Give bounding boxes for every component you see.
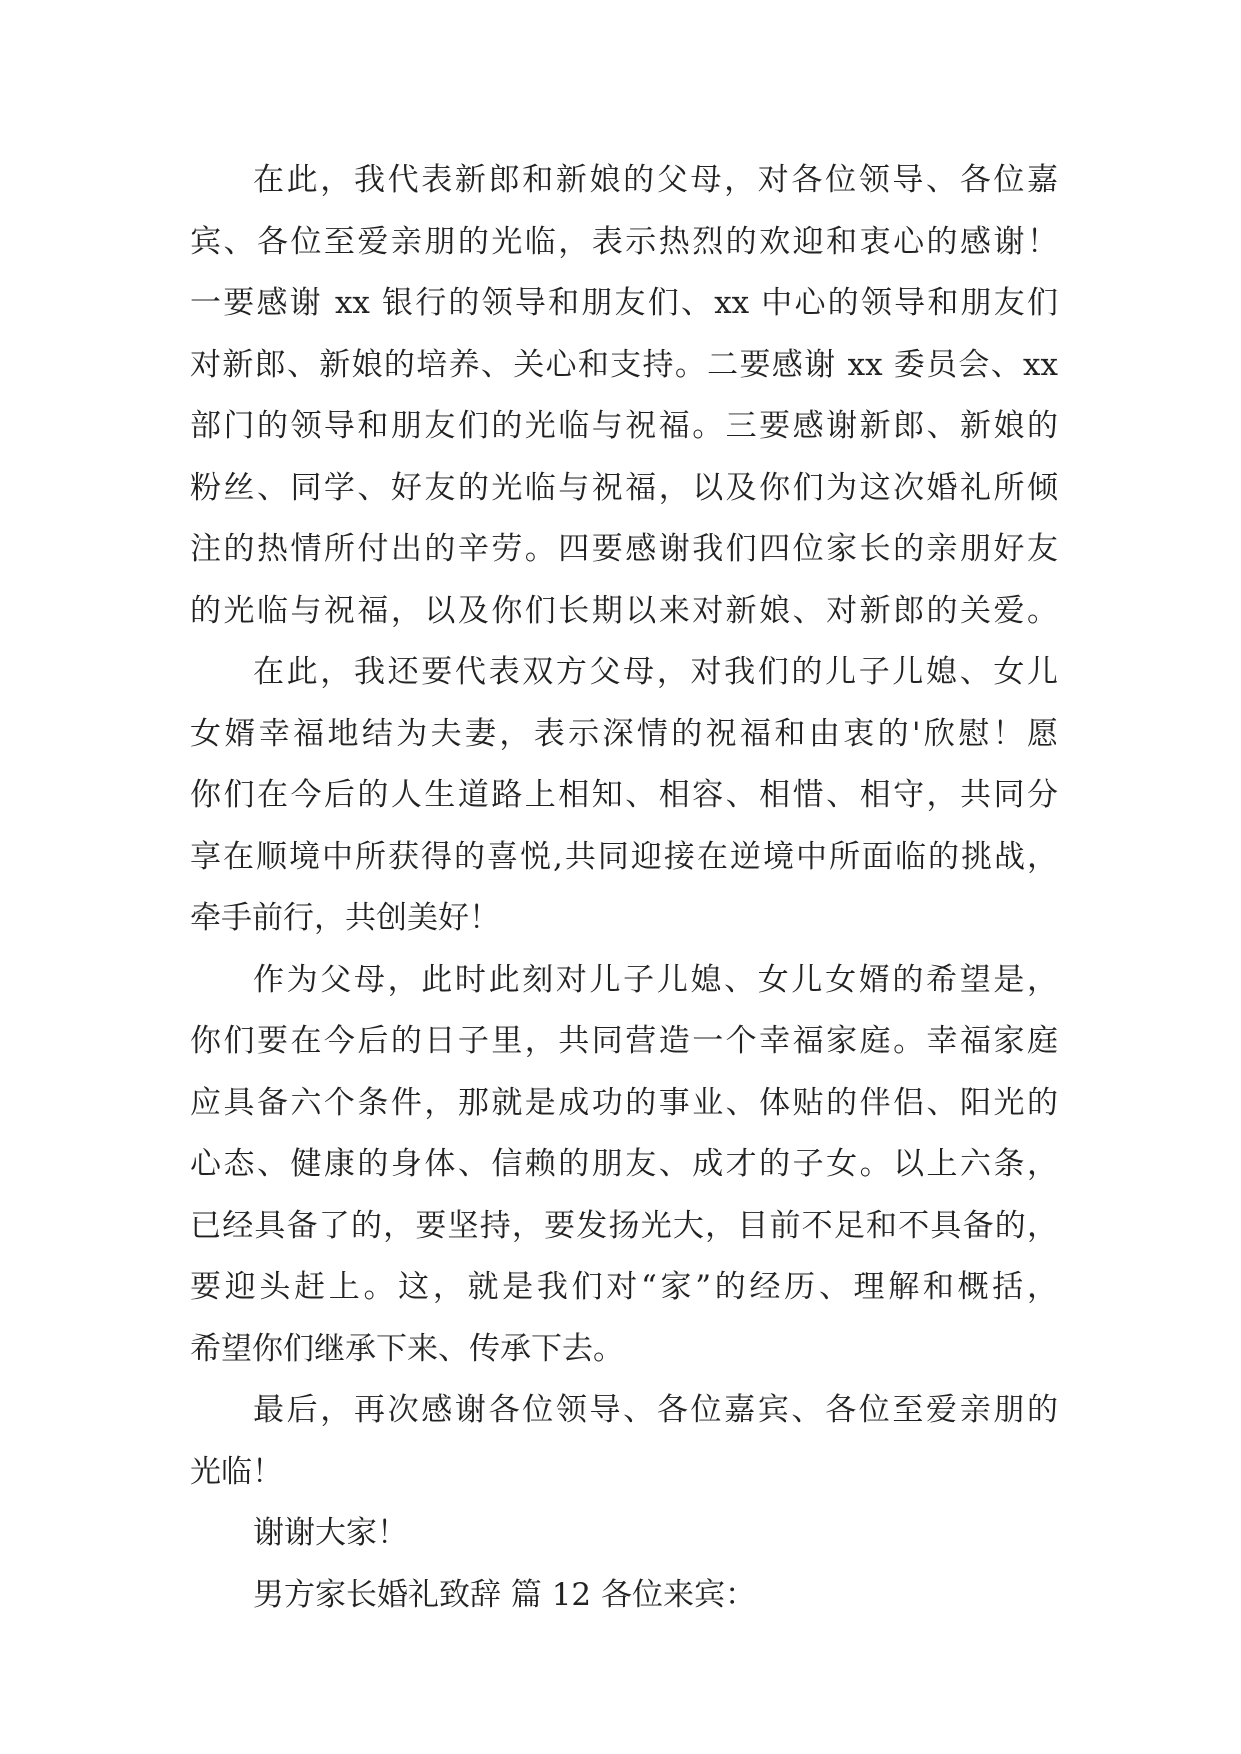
- text-line: 牵手前行，共创美好！: [190, 900, 500, 936]
- paragraph: [190, 1503, 1058, 1565]
- text-line: 粉丝、同学、好友的光临与祝福，以及你们为这次婚礼所倾: [190, 469, 1058, 506]
- text-line: 注的热情所付出的辛劳。四要感谢我们四位家长的亲朋好友: [190, 531, 1058, 567]
- text-line: 谢谢大家！: [253, 1515, 408, 1551]
- text-line: 对新郎、新娘的培养、关心和支持。二要感谢 xx 委员会、xx: [190, 346, 1058, 383]
- text-line: 最后，再次感谢各位领导、各位嘉宾、各位至爱亲朋的: [253, 1392, 1058, 1428]
- text-line: 作为父母，此时此刻对儿子儿媳、女儿女婿的希望是，: [253, 961, 1058, 998]
- text-line: 在此，我还要代表双方父母，对我们的儿子儿媳、女儿: [253, 654, 1058, 690]
- text-line: 宾、各位至爱亲朋的光临，表示热烈的欢迎和衷心的感谢！: [190, 223, 1058, 260]
- text-line: 享在顺境中所获得的喜悦,共同迎接在逆境中所面临的挑战，: [190, 838, 1058, 875]
- text-line: 男方家长婚礼致辞 篇 12 各位来宾：: [253, 1576, 757, 1613]
- paragraph: [190, 150, 1058, 642]
- document-body: [190, 150, 1058, 1626]
- text-line: 你们在今后的人生道路上相知、相容、相惜、相守，共同分: [190, 777, 1058, 813]
- text-line: 的光临与祝福，以及你们长期以来对新娘、对新郎的关爱。: [190, 592, 1058, 629]
- text-line: 你们要在今后的日子里，共同营造一个幸福家庭。幸福家庭: [190, 1023, 1058, 1059]
- text-line: 应具备六个条件，那就是成功的事业、体贴的伴侣、阳光的: [190, 1084, 1058, 1121]
- text-line: 在此，我代表新郎和新娘的父母，对各位领导、各位嘉: [253, 162, 1058, 198]
- text-line: 希望你们继承下来、传承下去。: [190, 1330, 624, 1367]
- text-line: 部门的领导和朋友们的光临与祝福。三要感谢新郎、新娘的: [190, 408, 1058, 444]
- text-line: 女婿幸福地结为夫妻，表示深情的祝福和由衷的'欣慰！愿: [190, 715, 1058, 752]
- paragraph: [190, 642, 1058, 950]
- text-line: 光临！: [190, 1453, 283, 1490]
- text-line: 心态、健康的身体、信赖的朋友、成才的子女。以上六条，: [190, 1146, 1058, 1182]
- paragraph: [190, 950, 1058, 1381]
- paragraph: [190, 1380, 1058, 1503]
- text-line: 已经具备了的，要坚持，要发扬光大，目前不足和不具备的，: [190, 1207, 1058, 1244]
- text-line: 一要感谢 xx 银行的领导和朋友们、xx 中心的领导和朋友们: [190, 285, 1058, 321]
- text-line: 要迎头赶上。这，就是我们对“家”的经历、理解和概括，: [190, 1269, 1058, 1305]
- paragraph: [190, 1565, 1058, 1627]
